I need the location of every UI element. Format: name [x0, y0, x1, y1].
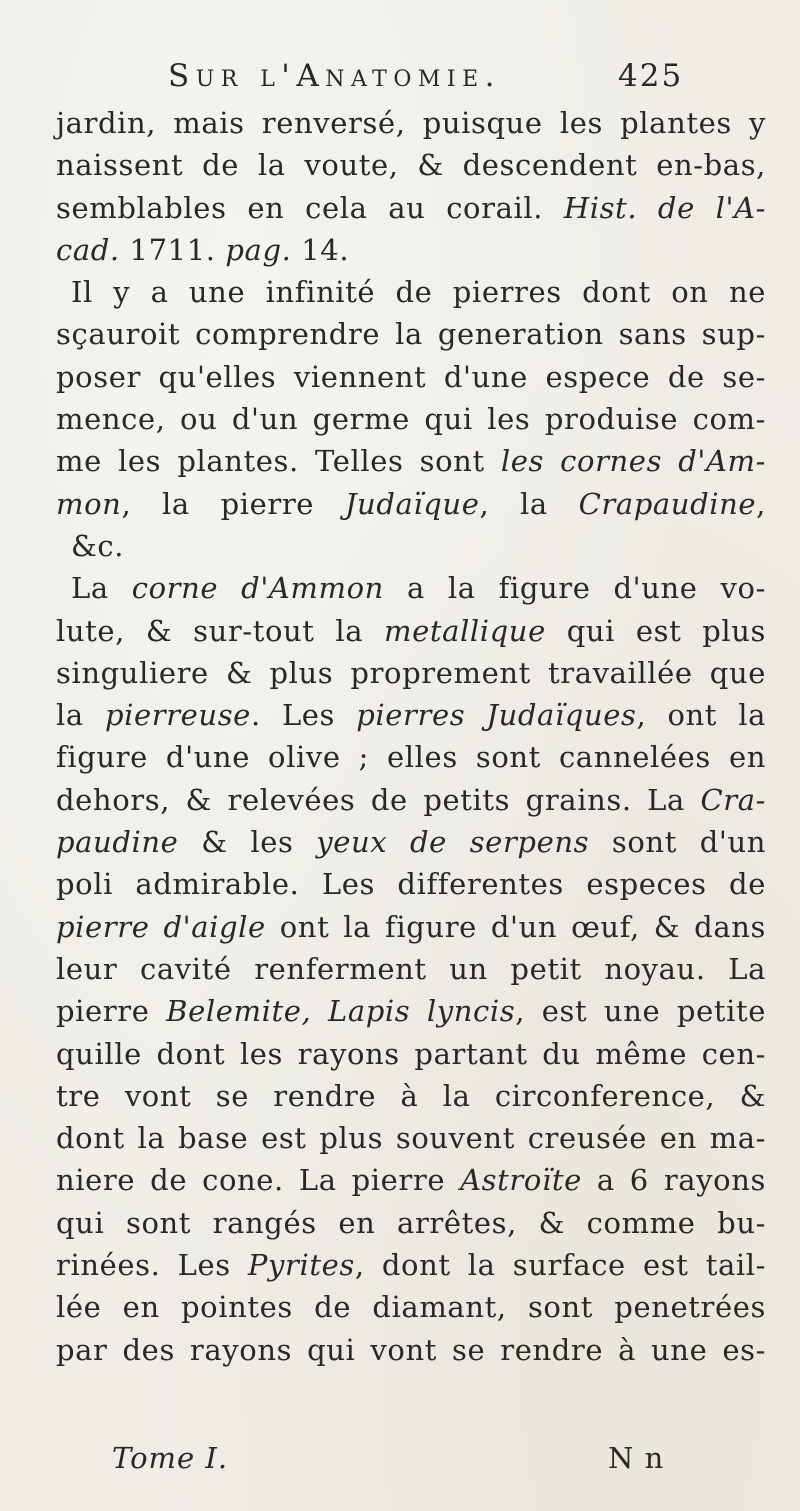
- text-line: paudine & les yeux de serpens sont d'un: [56, 825, 767, 860]
- text-line: &c.: [71, 528, 125, 563]
- text-line: pierre d'aigle ont la figure d'un œuf, & dans: [56, 909, 766, 944]
- text-line: lute, & sur-tout la metallique qui est plus: [56, 613, 767, 648]
- text-line: rinées. Les Pyrites, dont la surface est tail-: [56, 1248, 766, 1283]
- running-title: Sur l'Anatomie.: [168, 58, 501, 94]
- text-line: jardin, mais renversé, puisque les plantes y: [56, 106, 766, 140]
- body-text: [56, 102, 766, 1371]
- paragraph-start-line: La corne d'Ammon a la figure d'une vo-: [71, 571, 766, 606]
- text-line: niere de cone. La pierre Astroïte a 6 rayons: [56, 1163, 766, 1198]
- text-line: par des rayons qui vont se rendre à une es-: [56, 1332, 766, 1367]
- text-line: quille dont les rayons partant du même cen-: [56, 1036, 766, 1071]
- text-line: mon, la pierre Judaïque, la Crapaudine,: [56, 486, 766, 521]
- text-line: poser qu'elles viennent d'une espece de se-: [56, 359, 766, 394]
- text-line: dont la base est plus souvent creusée en ma-: [56, 1121, 766, 1156]
- text-line: sçauroit comprendre la generation sans sup-: [56, 317, 766, 352]
- text-line: mence, ou d'un germe qui les produise com-: [56, 402, 766, 437]
- signature-mark: N n: [608, 1441, 665, 1475]
- text-line: la pierreuse. Les pierres Judaïques, ont la: [56, 698, 766, 733]
- paragraph-start-line: Il y a une infinité de pierres dont on ne: [71, 275, 766, 310]
- text-line: semblables en cela au corail. Hist. de l'A-: [56, 190, 766, 225]
- volume-mark: Tome I.: [112, 1441, 229, 1475]
- text-line: dehors, & relevées de petits grains. La Cra-: [56, 782, 766, 817]
- text-line: me les plantes. Telles sont les cornes d'Am-: [56, 444, 766, 479]
- text-line: pierre Belemite, Lapis lyncis, est une petite: [56, 994, 766, 1029]
- text-line: lée en pointes de diamant, sont penetrées: [56, 1290, 766, 1325]
- text-line: leur cavité renferment un petit noyau. La: [56, 951, 766, 986]
- page-footer: [0, 1441, 800, 1485]
- page-number: 425: [618, 58, 684, 94]
- running-head: [0, 58, 800, 108]
- text-line: poli admirable. Les differentes especes de: [56, 867, 766, 902]
- text-line: figure d'une olive ; elles sont cannelées en: [56, 740, 766, 775]
- text-line: cad. 1711. pag. 14.: [56, 232, 350, 267]
- text-line: tre vont se rendre à la circonference, &: [56, 1078, 766, 1113]
- text-line: qui sont rangés en arrêtes, & comme bu-: [56, 1205, 766, 1240]
- text-line: naissent de la voute, & descendent en-bas,: [56, 148, 766, 183]
- text-line: singuliere & plus proprement travaillée que: [56, 655, 766, 690]
